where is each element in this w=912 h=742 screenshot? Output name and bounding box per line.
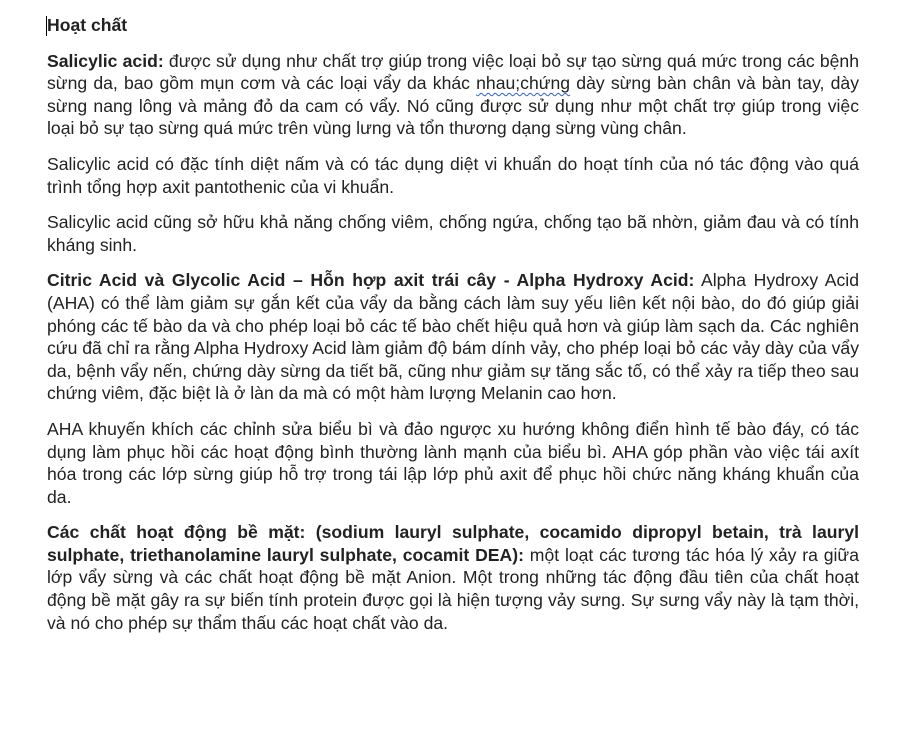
paragraph-text: Salicylic acid có đặc tính diệt nấm và có tác dụng diệt vi khuẩn do hoạt tính của nó tác động vào quá trình tổng hợp axit pantothenic của vi khuẩn. bbox=[47, 153, 859, 197]
term-salicylic-acid: Salicylic acid: bbox=[47, 50, 164, 71]
term-surfactants: Các chất hoạt động bề mặt: (sodium lauryl sulphate, cocamido dipropyl betain, trà lauryl sulphate, triethanolamine lauryl sulphate, cocamit DEA): bbox=[47, 522, 859, 565]
paragraph-antifungal bbox=[47, 153, 859, 198]
paragraph-salicylic-acid bbox=[47, 50, 859, 140]
paragraph-aha bbox=[47, 269, 859, 405]
section-heading-text: Hoạt chất bbox=[47, 15, 128, 35]
paragraph-anti-inflammatory bbox=[47, 211, 859, 256]
paragraph-text: Alpha Hydroxy Acid (AHA) có thể làm giảm sự gắn kết của vẩy da bằng cách làm suy yếu liên kết nội bào, do đó giúp giải phóng các tế bào da và cho phép loại bỏ các tế bào chết hiệu quả hơn và giúp làm sạch da. Các nghiên cứu đã chỉ ra rằng Alpha Hydroxy Acid làm giảm độ bám dính vảy, cho phép loại bỏ các vảy dày của vẩy da, bệnh vẩy nến, chứng dày sừng da tiết bã, cũng như giảm sự tăng sắc tố, có thể xảy ra tiếp theo sau chứng viêm, đặc biệt là ở làn da mà có một hàm lượng Melanin cao hơn. bbox=[47, 270, 859, 404]
paragraph-text: được sử dụng như chất trợ giúp trong việc loại bỏ sự tạo sừng quá mức trong các bệnh sừng da, bao gồm mụn cơm và các loại vẩy da khác bbox=[47, 50, 859, 94]
document-body[interactable] bbox=[47, 14, 859, 647]
text-cursor bbox=[46, 16, 47, 36]
paragraph-text: Salicylic acid cũng sở hữu khả năng chống viêm, chống ngứa, chống tạo bã nhờn, giảm đau và có tính kháng sinh. bbox=[47, 212, 859, 255]
paragraph-surfactants bbox=[47, 521, 859, 634]
paragraph-text: AHA khuyến khích các chỉnh sửa biểu bì và đảo ngược xu hướng không điển hình tế bào đáy, có tác dụng làm phục hồi các hoạt động bình thường lành mạnh của biểu bì. AHA góp phần vào việc tái axít hóa trong các lớp sừng giúp hỗ trợ trong tái lập lớp phủ axit để phục hồi chức năng kháng khuẩn của da. bbox=[47, 418, 859, 507]
grammar-flagged-word[interactable]: nhau;chứng bbox=[476, 73, 571, 94]
paragraph-text: dày sừng bàn chân và bàn tay, dày sừng nang lông và mảng đỏ da cam có vẩy. Nó cũng được sử dụng như một chất trợ giúp trong việc loại bỏ sự tạo sừng quá mức trên vùng lưng và tổn thương dạng sừng vùng chân. bbox=[47, 73, 859, 139]
paragraph-aha-effects bbox=[47, 418, 859, 508]
section-heading bbox=[47, 14, 859, 37]
term-aha: Citric Acid và Glycolic Acid – Hỗn hợp axit trái cây - Alpha Hydroxy Acid: bbox=[47, 270, 695, 291]
paragraph-text: một loạt các tương tác hóa lý xảy ra giữa lớp vẩy sừng và các chất hoạt động bề mặt Anion. Một trong những tác động đầu tiên của chất hoạt động bề mặt gây ra sự biến tính protein được gọi là hiện tượng vảy sưng. Sự sưng vẩy này là tạm thời, và nó cho phép sự thẩm thấu các hoạt chất vào da. bbox=[47, 544, 859, 633]
